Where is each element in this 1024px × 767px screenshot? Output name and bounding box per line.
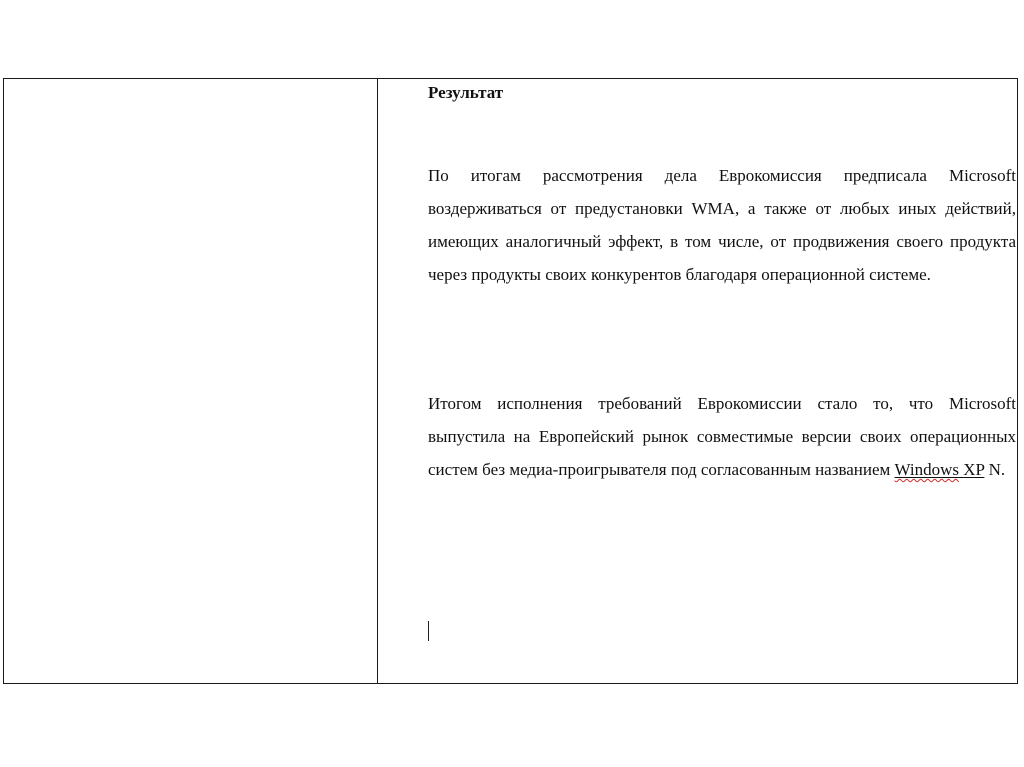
product-version: XP — [963, 460, 985, 479]
paragraph-2-text: Итогом исполнения требований Еврокомиссии стало то, что Microsoft выпустила на Европейский рынок совместимые версии своих операционных систем без медиа-проигрывателя под согласованным названием — [428, 394, 1016, 479]
table-column-divider — [377, 79, 378, 683]
table-right-cell[interactable] — [428, 79, 1016, 683]
product-name — [895, 460, 985, 479]
spellcheck-word: Windows — [894, 460, 960, 479]
document-table — [3, 78, 1018, 684]
paragraph-1: По итогам рассмотрения дела Еврокомиссия предписала Microsoft воздерживаться от предустановки WMA, а также от любых иных действий, имеющих аналогичный эффект, в том числе, от продвижения своего продукта через продукты своих конкурентов благодаря операционной системе. — [428, 166, 1016, 284]
paragraph-2 — [428, 387, 1016, 486]
paragraph-2-ending: N. — [984, 460, 1006, 479]
text-cursor — [428, 621, 429, 641]
section-heading: Результат — [428, 83, 504, 102]
